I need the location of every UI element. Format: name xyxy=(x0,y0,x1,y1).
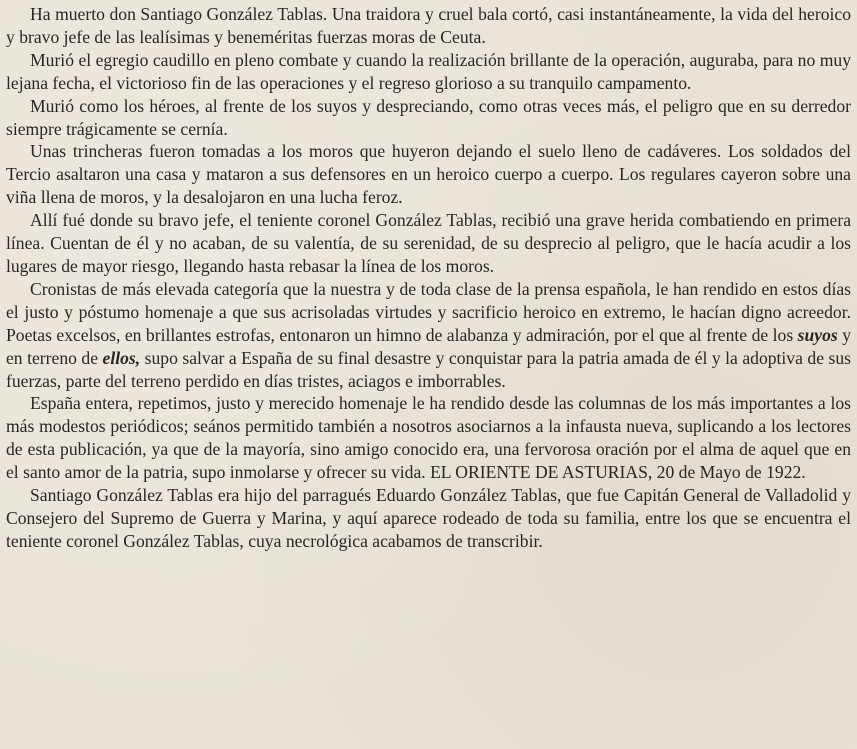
emphasized-text: suyos xyxy=(797,324,838,345)
paragraph-text: Murió el egregio caudillo en pleno combate y cuando la realización brillante de la operación, auguraba, para no muy lejana fecha, el victorioso fin de las operaciones y el regreso glorioso a su tranquilo campamento. xyxy=(6,49,851,93)
article-paragraph xyxy=(6,392,851,484)
article-paragraph xyxy=(6,484,851,553)
article-paragraph xyxy=(6,49,851,95)
paragraph-text: Murió como los héroes, al frente de los suyos y despreciando, como otras veces más, el peligro que en su derredor siempre trágicamente se cernía. xyxy=(6,95,851,139)
paragraph-text: Unas trincheras fueron tomadas a los moros que huyeron dejando el suelo lleno de cadáveres. Los soldados del Tercio asaltaron una casa y mataron a sus defensores en un heroico cuerpo a cuerpo. Los regulares cayeron sobre una viña llena de moros, y la desalojaron en una lucha feroz. xyxy=(6,141,851,208)
paragraph-text: España entera, repetimos, justo y merecido homenaje le ha rendido desde las columnas de los más importantes a los más modestos periódicos; seános permitido también a nosotros asociarnos a la infausta nueva, suplicando a los lectores de esta publicación, ya que de la mayoría, sino amigo conocido era, una fervorosa oración por el alma de aquel que en el santo amor de la patria, supo inmolarse y ofrecer su vida. EL ORIENTE DE ASTURIAS, 20 de Mayo de 1922. xyxy=(6,393,851,483)
paragraph-text: supo salvar a España de su final desastre y conquistar para la patria amada de él y la adoptiva de sus fuerzas, parte del terreno perdido en días tristes, aciagos e imborrables. xyxy=(6,347,851,391)
paragraph-text: y en terreno de xyxy=(6,324,851,368)
article-paragraph xyxy=(6,140,851,209)
article-paragraph xyxy=(6,95,851,141)
article-paragraph xyxy=(6,209,851,278)
article-body xyxy=(6,3,851,553)
article-paragraph xyxy=(6,3,851,49)
paragraph-text: Santiago González Tablas era hijo del parragués Eduardo González Tablas, que fue Capitán General de Valladolid y Consejero del Supremo de Guerra y Marina, y aquí aparece rodeado de toda su familia, entre los que se encuentra el teniente coronel González Tablas, cuya necrológica acabamos de transcribir. xyxy=(6,485,851,551)
paragraph-text: Cronistas de más elevada categoría que la nuestra y de toda clase de la prensa española, le han rendido en estos días el justo y póstumo homenaje a que sus acrisoladas virtudes y sacrificio heroico en extremo, le hacían digno acreedor. Poetas excelsos, en brillantes estrofas, entonaron un himno de alabanza y admiración, por el que al frente de los xyxy=(6,278,851,345)
article-paragraph xyxy=(6,278,851,393)
emphasized-text: ellos, xyxy=(102,347,141,368)
paragraph-text: Ha muerto don Santiago González Tablas. Una traidora y cruel bala cortó, casi instantáneamente, la vida del heroico y bravo jefe de las lealísimas y beneméritas fuerzas moras de Ceuta. xyxy=(6,4,851,47)
paragraph-text: Allí fué donde su bravo jefe, el teniente coronel González Tablas, recibió una grave herida combatiendo en primera línea. Cuentan de él y no acaban, de su valentía, de su serenidad, de su desprecio al peligro, que le hacía acudir a los lugares de mayor riesgo, llegando hasta rebasar la línea de los moros. xyxy=(6,210,851,276)
